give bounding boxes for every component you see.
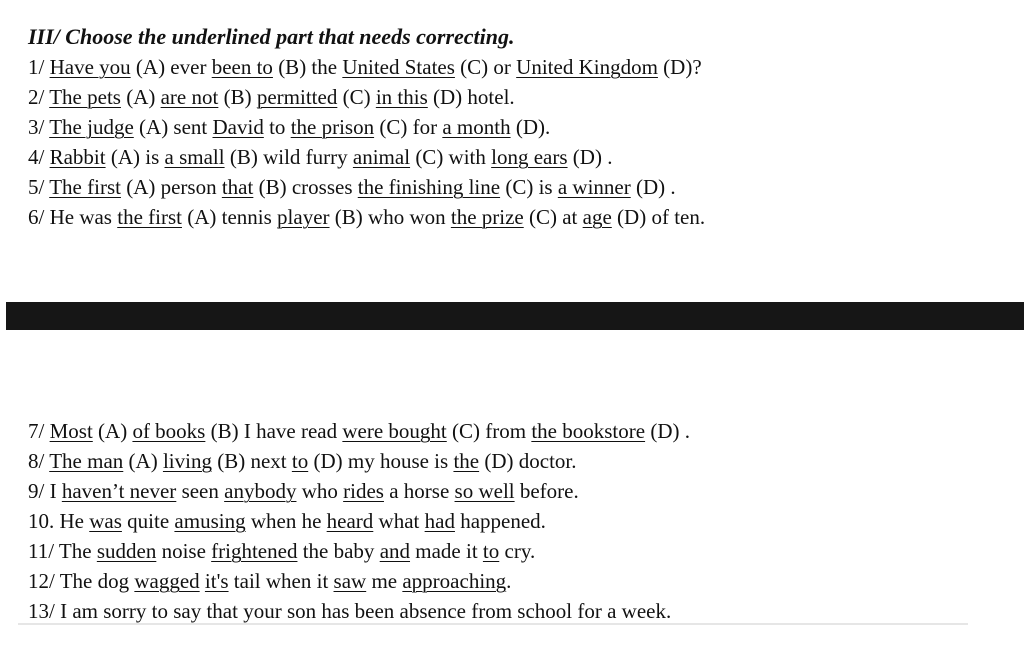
underlined-part: wagged bbox=[134, 569, 200, 593]
underlined-part: rides bbox=[343, 479, 384, 503]
question-text: to bbox=[263, 115, 291, 139]
question-list-bottom bbox=[28, 416, 1014, 626]
underlined-part: had bbox=[424, 509, 455, 533]
underlined-part: a winner bbox=[557, 175, 631, 199]
question-text: (D) hotel. bbox=[427, 85, 515, 109]
question-text: 7/ bbox=[28, 419, 50, 443]
underlined-part: Most bbox=[49, 419, 93, 443]
question-text: (B) I have read bbox=[205, 419, 343, 443]
question-text: (B) wild furry bbox=[224, 145, 353, 169]
question-text: (C) from bbox=[446, 419, 532, 443]
underlined-part: anybody bbox=[224, 479, 297, 503]
question-text: who bbox=[296, 479, 344, 503]
question-text: 2/ bbox=[28, 85, 50, 109]
question-text: (D). bbox=[510, 115, 551, 139]
question-text: (B) next bbox=[211, 449, 292, 473]
underlined-part: the finishing line bbox=[357, 175, 501, 199]
question-q8 bbox=[28, 446, 1014, 476]
underlined-part: a small bbox=[164, 145, 225, 169]
question-q7 bbox=[28, 416, 1014, 446]
question-q1 bbox=[28, 52, 1014, 82]
question-text: 8/ bbox=[28, 449, 50, 473]
question-text: (C) bbox=[337, 85, 376, 109]
underlined-part: David bbox=[212, 115, 264, 139]
question-q12 bbox=[28, 566, 1014, 596]
underlined-part: the first bbox=[117, 205, 182, 229]
top-exercise-block bbox=[28, 22, 1014, 232]
underlined-part: age bbox=[582, 205, 612, 229]
question-text: cry. bbox=[499, 539, 536, 563]
question-q3 bbox=[28, 112, 1014, 142]
underlined-part: and bbox=[379, 539, 411, 563]
question-text: 1/ bbox=[28, 55, 50, 79]
underlined-part: so well bbox=[454, 479, 515, 503]
underlined-part: were bought bbox=[342, 419, 447, 443]
question-text: (A) is bbox=[105, 145, 165, 169]
question-text: seen bbox=[176, 479, 225, 503]
question-text: (A) ever bbox=[130, 55, 212, 79]
redaction-bar bbox=[6, 302, 1024, 330]
underlined-part: the bbox=[453, 449, 480, 473]
question-text: 10. He bbox=[28, 509, 90, 533]
question-text: 9/ I bbox=[28, 479, 62, 503]
underlined-part: permitted bbox=[256, 85, 338, 109]
question-text: 3/ bbox=[28, 115, 50, 139]
question-text: (A) person bbox=[120, 175, 222, 199]
underlined-part: United States bbox=[342, 55, 455, 79]
underlined-part: sudden bbox=[96, 539, 157, 563]
underlined-part: of books bbox=[132, 419, 206, 443]
question-text: 11/ The bbox=[28, 539, 97, 563]
underlined-part: Rabbit bbox=[49, 145, 106, 169]
question-q6 bbox=[28, 202, 1014, 232]
question-text: (C) with bbox=[410, 145, 492, 169]
underlined-part: Have you bbox=[49, 55, 131, 79]
underlined-part: to bbox=[291, 449, 309, 473]
question-text: (A) bbox=[123, 449, 163, 473]
underlined-part: been to bbox=[211, 55, 273, 79]
question-text: tail when it bbox=[228, 569, 334, 593]
question-q11 bbox=[28, 536, 1014, 566]
underlined-part: heard bbox=[326, 509, 374, 533]
question-text: 5/ bbox=[28, 175, 50, 199]
underlined-part: it's bbox=[204, 569, 229, 593]
question-text: the baby bbox=[297, 539, 380, 563]
underlined-part: the bookstore bbox=[531, 419, 646, 443]
question-text: (D) . bbox=[567, 145, 613, 169]
question-text: (A) bbox=[92, 419, 133, 443]
underlined-part: The first bbox=[49, 175, 121, 199]
question-text: (B) who won bbox=[329, 205, 451, 229]
question-text: made it bbox=[410, 539, 483, 563]
question-q5 bbox=[28, 172, 1014, 202]
question-q10 bbox=[28, 506, 1014, 536]
question-text: (C) for bbox=[374, 115, 443, 139]
bottom-divider bbox=[18, 623, 968, 625]
underlined-part: amusing bbox=[174, 509, 246, 533]
question-text: (A) bbox=[120, 85, 161, 109]
question-q4 bbox=[28, 142, 1014, 172]
question-text: before. bbox=[514, 479, 579, 503]
underlined-part: United Kingdom bbox=[516, 55, 658, 79]
question-text: (A) tennis bbox=[181, 205, 278, 229]
underlined-part: approaching bbox=[402, 569, 507, 593]
question-text: (C) is bbox=[500, 175, 558, 199]
underlined-part: the prison bbox=[290, 115, 375, 139]
question-text: (B) crosses bbox=[253, 175, 358, 199]
question-text: (A) sent bbox=[133, 115, 213, 139]
question-text: (D) . bbox=[630, 175, 676, 199]
question-text: 4/ bbox=[28, 145, 50, 169]
question-text: (D) doctor. bbox=[479, 449, 577, 473]
question-text: happened. bbox=[454, 509, 546, 533]
question-text: quite bbox=[121, 509, 175, 533]
underlined-part: a month bbox=[442, 115, 511, 139]
question-text: 6/ He was bbox=[28, 205, 118, 229]
underlined-part: frightened bbox=[211, 539, 298, 563]
question-text: me bbox=[366, 569, 403, 593]
underlined-part: haven’t never bbox=[61, 479, 177, 503]
question-q13 bbox=[28, 596, 1014, 626]
underlined-part: living bbox=[162, 449, 212, 473]
question-text: noise bbox=[156, 539, 212, 563]
question-text: (D) . bbox=[645, 419, 690, 443]
question-text: (D)? bbox=[657, 55, 702, 79]
question-text: (D) of ten. bbox=[611, 205, 706, 229]
question-text: . bbox=[506, 569, 512, 593]
question-text: when he bbox=[245, 509, 327, 533]
section-title: III/ Choose the underlined part that needs correcting. bbox=[28, 24, 515, 49]
question-list-top bbox=[28, 52, 1014, 232]
question-q2 bbox=[28, 82, 1014, 112]
underlined-part: are not bbox=[160, 85, 219, 109]
bottom-exercise-block bbox=[28, 416, 1014, 626]
question-text: (B) the bbox=[272, 55, 343, 79]
question-text: 12/ The dog bbox=[28, 569, 135, 593]
question-text: what bbox=[373, 509, 425, 533]
underlined-part: long ears bbox=[491, 145, 568, 169]
underlined-part: that bbox=[221, 175, 254, 199]
underlined-part: player bbox=[277, 205, 330, 229]
question-text: (D) my house is bbox=[308, 449, 454, 473]
underlined-part: The man bbox=[49, 449, 124, 473]
underlined-part: The pets bbox=[49, 85, 121, 109]
underlined-part: to bbox=[482, 539, 500, 563]
underlined-part: animal bbox=[352, 145, 411, 169]
question-q9 bbox=[28, 476, 1014, 506]
question-text: (B) bbox=[218, 85, 257, 109]
underlined-part: the prize bbox=[450, 205, 524, 229]
question-text: a horse bbox=[383, 479, 455, 503]
underlined-part: The judge bbox=[49, 115, 134, 139]
question-text: (C) or bbox=[454, 55, 517, 79]
underlined-part: saw bbox=[333, 569, 367, 593]
question-text: (C) at bbox=[523, 205, 583, 229]
underlined-part: in this bbox=[375, 85, 428, 109]
question-text: 13/ I am sorry to say that your son has been absence from school for a week. bbox=[28, 599, 672, 623]
underlined-part: was bbox=[89, 509, 122, 533]
